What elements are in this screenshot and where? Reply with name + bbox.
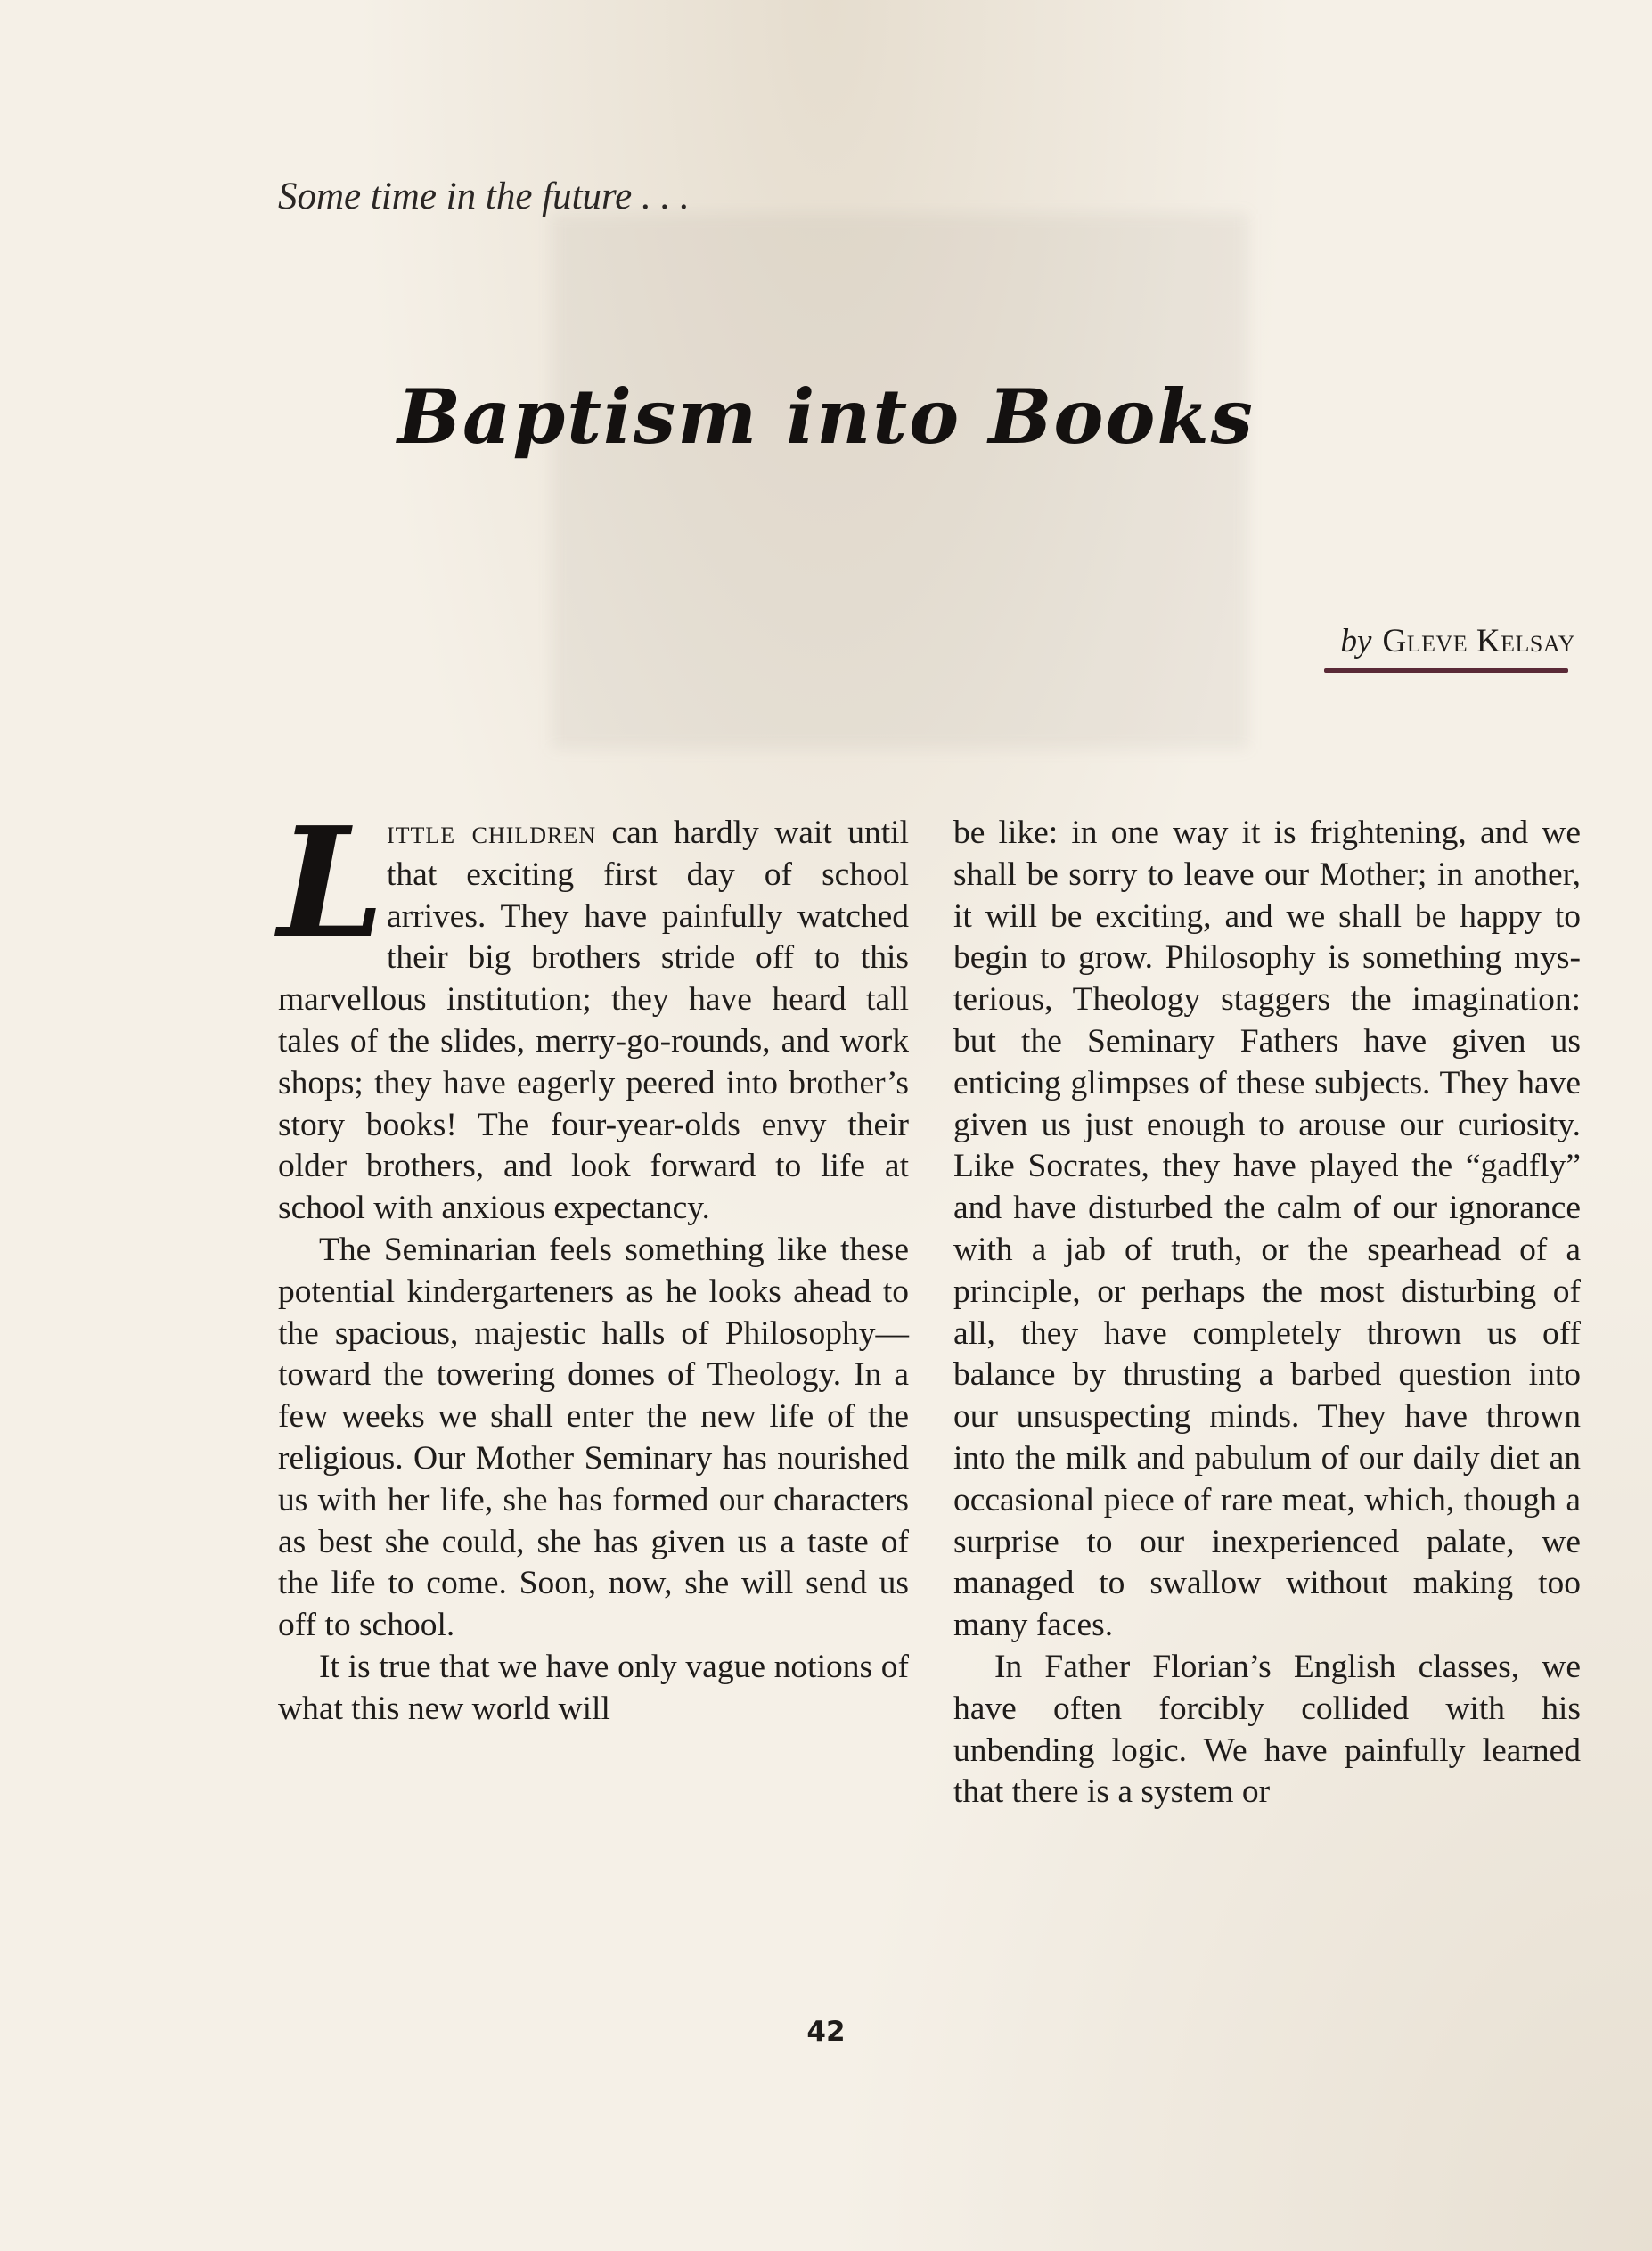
- kicker-line: Some time in the future . . .: [278, 176, 690, 217]
- page-number: 42: [806, 2016, 846, 2048]
- byline-prefix: by: [1340, 623, 1372, 659]
- paragraph-4: In Father Florian’s English classes, we have often forcibly collided with his unbending logic. We have painfully learned that there is a system or: [953, 1648, 1581, 1811]
- byline: [1341, 622, 1575, 660]
- paragraph-2: The Seminarian feels something like these potential kindergarteners as he looks ahead to the spacious, majestic halls of Philosophy—toward the towering domes of Theology. In a few weeks we shall enter the new life of the religious. Our Mother Seminary has nourished us with her life, she has formed our characters as best she could, she has given us a taste of the life to come. Soon, now, she will send us off to school.: [278, 1231, 909, 1644]
- right-column: [953, 813, 1581, 1813]
- byline-underline: [1324, 668, 1568, 673]
- left-column: [278, 794, 909, 1731]
- paragraph-1: [278, 794, 909, 1230]
- byline-author: Gleve Kelsay: [1382, 623, 1575, 659]
- article-title: Baptism into Books: [397, 372, 1255, 461]
- drop-cap: L: [278, 794, 385, 972]
- paragraph-3: It is true that we have only vague notions of what this new world will: [278, 1648, 909, 1727]
- show-through-shadow: [552, 214, 1247, 749]
- paragraph-1-text: can hardly wait until that exciting first day of school arrives. They have painfully watched their big brothers stride off to this marvellous institution; they have heard tall tales of the slides, merry-go-rounds, and work shops; they have eagerly peered into brother’s story books! The four-year-olds envy their older brothers, and look forward to life at school with anxious expectancy.: [278, 814, 909, 1227]
- lead-in-small-caps: ittle children: [387, 814, 597, 851]
- paragraph-3-continued: be like: in one way it is frightening, and we shall be sorry to leave our Mother; in another, it will be exciting, and we shall be happy to begin to grow. Philosophy is something mysterious, Theology staggers the imagination: but the Seminary Fathers have given us enticing glimpses of these subjects. They have given us just enough to arouse our curiosity. Like Socrates, they have played the “gadfly” and have disturbed the calm of our ignorance with a jab of truth, or the spearhead of a principle, or perhaps the most disturbing of all, they have completely thrown us off balance by thrusting a barbed question into our unsuspecting minds. They have thrown into the milk and pabulum of our daily diet an occasional piece of rare meat, which, though a surprise to our inexperienced palate, we managed to swallow without making too many faces.: [953, 814, 1581, 1644]
